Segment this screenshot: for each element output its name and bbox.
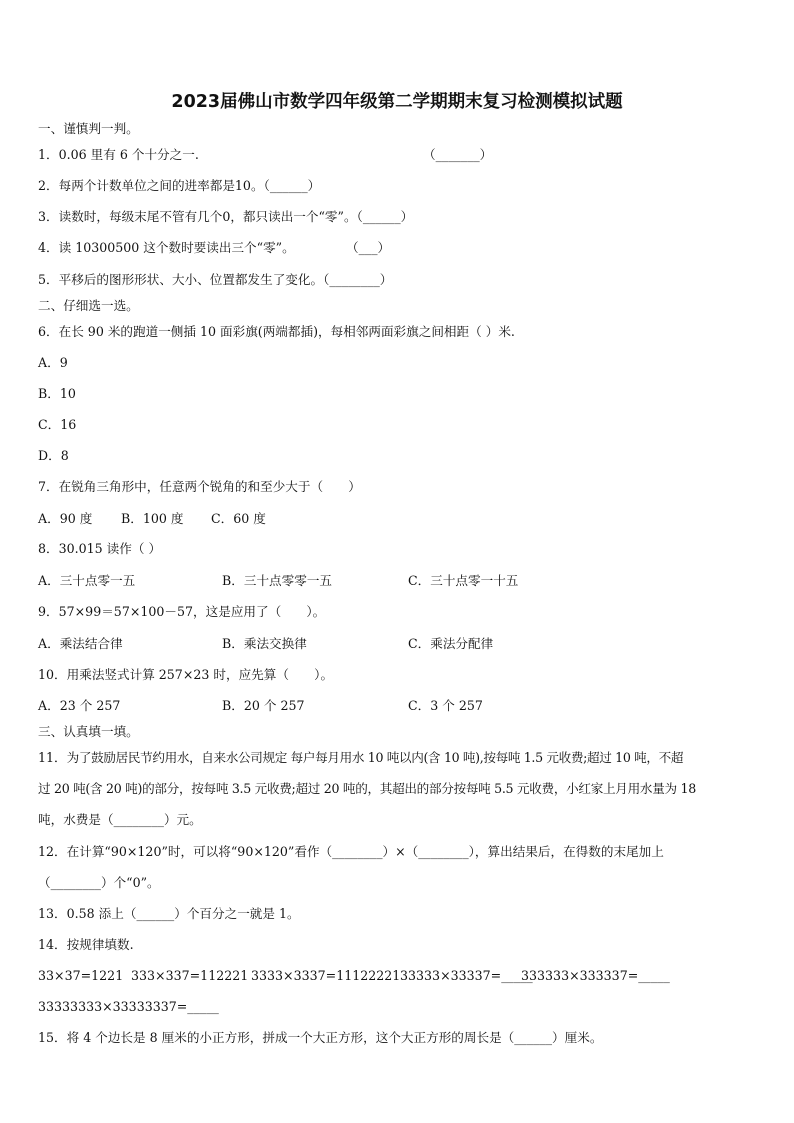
question-text: 读数时，每级末尾不管有几个0，都只读出一个“零”。（______） — [58, 209, 414, 224]
page-title: 2023届佛山市数学四年级第二学期期末复习检测模拟试题 — [171, 92, 623, 112]
question-text: 30.015 读作（ ） — [58, 541, 162, 556]
option-6c: C．16 — [38, 417, 77, 432]
question-number: 6． — [38, 324, 59, 339]
sequence-item-4: 33333×33337=_____ — [400, 968, 533, 983]
question-3 — [38, 209, 413, 225]
section-heading-3: 三、认真填一填。 — [38, 724, 139, 739]
option-6b: B．10 — [38, 386, 76, 401]
question-text: 在计算“90×120”时，可以将“90×120”看作（________）×（________），算出结果后，在得数的末尾加上 — [66, 844, 664, 859]
option-10a: A．23 个 257 — [38, 698, 121, 713]
section-heading-2: 二、仔细选一选。 — [38, 298, 139, 313]
question-number: 3． — [38, 209, 59, 224]
question-number: 10． — [38, 667, 67, 682]
option-10b: B．20 个 257 — [222, 698, 305, 713]
answer-blank-4: （___） — [346, 240, 391, 255]
sequence-item-1: 33×37=1221 — [38, 968, 124, 983]
question-number: 2． — [38, 178, 59, 193]
option-8b: B．三十点零零一五 — [222, 573, 333, 588]
sequence-item-5: 333333×333337=_____ — [521, 968, 670, 983]
question-5 — [38, 272, 392, 288]
question-12-line-1 — [38, 844, 664, 860]
option-8c: C．三十点零一十五 — [408, 573, 519, 588]
question-text: 在长 90 米的跑道一侧插 10 面彩旗(两端都插)，每相邻两面彩旗之间相距（ ）米. — [58, 324, 515, 339]
option-9b: B．乘法交换律 — [222, 636, 307, 651]
question-number: 8． — [38, 541, 59, 556]
question-number: 7． — [38, 479, 59, 494]
question-number: 11． — [38, 750, 67, 765]
option-6d: D．8 — [38, 448, 69, 463]
question-number: 1． — [38, 147, 59, 162]
question-10 — [38, 667, 333, 683]
section-heading-1: 一、谨慎判一判。 — [38, 121, 139, 136]
question-number: 14． — [38, 937, 67, 952]
question-number: 13． — [38, 906, 67, 921]
sequence-item-3: 3333×3337=11122221 — [251, 968, 401, 983]
question-1 — [38, 147, 199, 163]
question-7 — [38, 479, 361, 495]
question-number: 4． — [38, 240, 59, 255]
question-number: 12． — [38, 844, 67, 859]
question-text: 57×99＝57×100－57，这是应用了（ ）。 — [58, 604, 326, 619]
question-13 — [38, 906, 300, 922]
sequence-item-6: 33333333×33333337=_____ — [38, 999, 219, 1014]
question-text: 平移后的图形形状、大小、位置都发生了变化。（________） — [58, 272, 393, 287]
answer-blank-1: （_______） — [423, 147, 493, 162]
question-text: 0.58 添上（______）个百分之一就是 1。 — [66, 906, 300, 921]
question-text: 将 4 个边长是 8 厘米的小正方形，拼成一个大正方形，这个大正方形的周长是（______）厘米。 — [66, 1030, 603, 1045]
question-text: 用乘法竖式计算 257×23 时，应先算（ ）。 — [66, 667, 334, 682]
option-9a: A．乘法结合律 — [38, 636, 123, 651]
question-2 — [38, 178, 320, 194]
question-4 — [38, 240, 295, 256]
question-text: 在锐角三角形中，任意两个锐角的和至少大于（ ） — [58, 479, 361, 494]
option-6a: A．9 — [38, 355, 68, 370]
question-text: 0.06 里有 6 个十分之一. — [58, 147, 199, 162]
question-6 — [38, 324, 515, 340]
option-7b: B．100 度 — [121, 511, 184, 526]
question-15 — [38, 1030, 602, 1046]
question-number: 5． — [38, 272, 59, 287]
sequence-item-2: 333×337=112221 — [131, 968, 249, 983]
question-number: 9． — [38, 604, 59, 619]
option-9c: C．乘法分配律 — [408, 636, 494, 651]
question-11-line-3: 吨，水费是（________）元。 — [38, 812, 202, 827]
question-8 — [38, 541, 161, 557]
option-7a: A．90 度 — [38, 511, 93, 526]
question-11-line-2: 过 20 吨(含 20 吨)的部分，按每吨 3.5 元收费;超过 20 吨的，其超出的部分按每吨 5.5 元收费，小红家上月用水量为 18 — [38, 781, 696, 796]
option-10c: C．3 个 257 — [408, 698, 483, 713]
question-text: 为了鼓励居民节约用水，自来水公司规定 每户每月用水 10 吨以内(含 10 吨),按每吨 1.5 元收费;超过 10 吨，不超 — [66, 750, 684, 765]
option-7c: C．60 度 — [211, 511, 266, 526]
question-number: 15． — [38, 1030, 67, 1045]
question-9 — [38, 604, 325, 620]
question-text: 按规律填数. — [66, 937, 134, 952]
question-14 — [38, 937, 134, 953]
question-text: 读 10300500 这个数时要读出三个“零”。 — [58, 240, 295, 255]
option-8a: A．三十点零一五 — [38, 573, 136, 588]
question-11-line-1 — [38, 750, 683, 766]
question-text: 每两个计数单位之间的进率都是10。（______） — [58, 178, 321, 193]
question-12-line-2: （________）个“0”。 — [38, 875, 160, 890]
